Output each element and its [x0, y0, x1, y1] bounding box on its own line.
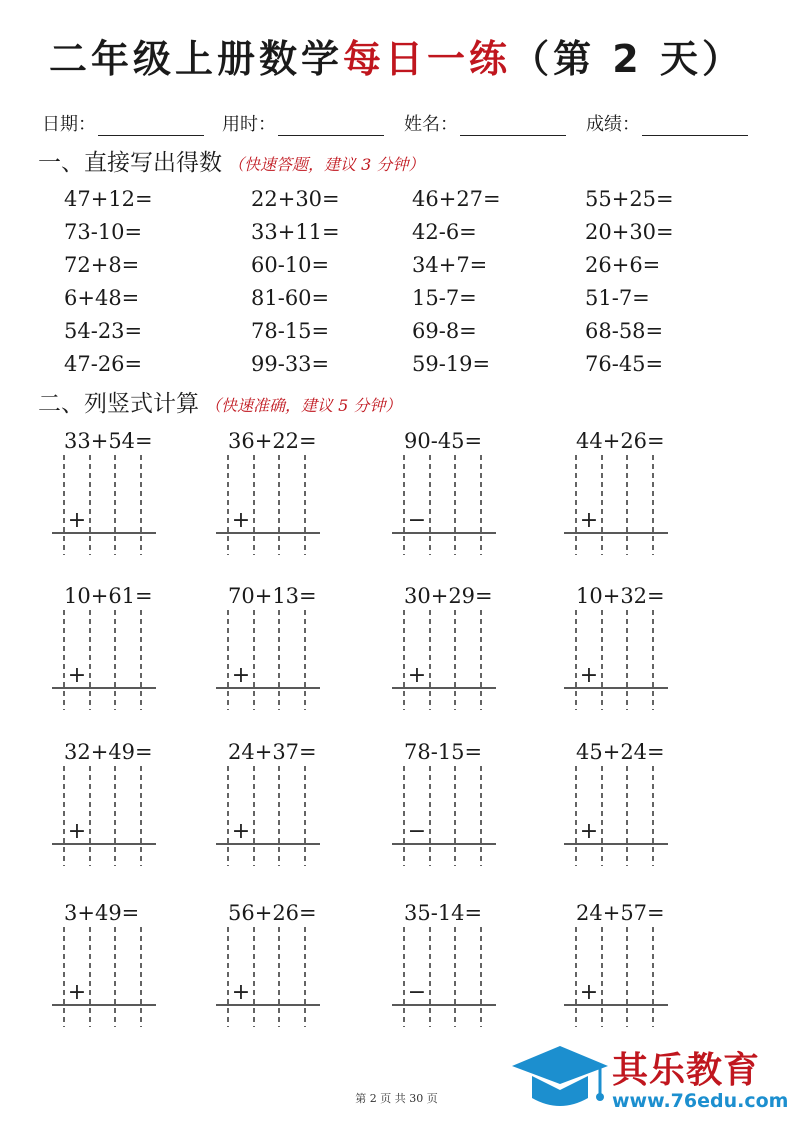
vertical-problem — [392, 586, 512, 686]
operator-sign: + — [579, 819, 599, 844]
vertical-problem-question: 56+26= — [228, 901, 317, 925]
answer-grid[interactable] — [392, 766, 512, 866]
vertical-problem-question: 45+24= — [576, 740, 665, 764]
oral-problem: 54-23= — [64, 319, 143, 343]
section1-heading — [38, 152, 424, 175]
oral-problem: 69-8= — [412, 319, 477, 343]
answer-grid[interactable] — [564, 455, 684, 555]
oral-problem: 73-10= — [64, 220, 143, 244]
name-blank[interactable] — [460, 117, 566, 136]
oral-problem: 22+30= — [251, 187, 340, 211]
answer-grid[interactable] — [52, 455, 172, 555]
date-label: 日期： — [42, 114, 96, 135]
answer-grid[interactable] — [392, 927, 512, 1027]
operator-sign: + — [231, 508, 251, 533]
vertical-problem — [216, 586, 336, 686]
name-label: 姓名： — [404, 114, 458, 135]
answer-grid[interactable] — [216, 927, 336, 1027]
answer-grid[interactable] — [216, 610, 336, 710]
oral-problem: 72+8= — [64, 253, 140, 277]
time-field[interactable] — [222, 110, 384, 136]
name-field[interactable] — [404, 110, 566, 136]
operator-sign: + — [231, 663, 251, 688]
vertical-problem — [216, 903, 336, 1003]
date-blank[interactable] — [98, 117, 204, 136]
operator-sign: + — [579, 508, 599, 533]
operator-sign: + — [231, 819, 251, 844]
logo — [508, 1040, 788, 1120]
oral-problem: 33+11= — [251, 220, 340, 244]
vertical-problem — [392, 431, 512, 531]
oral-problem: 68-58= — [585, 319, 664, 343]
answer-grid[interactable] — [392, 455, 512, 555]
vertical-problem-question: 70+13= — [228, 584, 317, 608]
operator-sign: − — [407, 980, 427, 1005]
oral-problem: 26+6= — [585, 253, 661, 277]
oral-problem: 6+48= — [64, 286, 140, 310]
vertical-problem — [216, 742, 336, 842]
vertical-problem — [52, 903, 172, 1003]
logo-url: www.76edu.com — [612, 1090, 789, 1112]
vertical-problem-question: 44+26= — [576, 429, 665, 453]
vertical-problem — [216, 431, 336, 531]
time-label: 用时： — [222, 114, 276, 135]
operator-sign: − — [407, 508, 427, 533]
vertical-problem — [392, 903, 512, 1003]
answer-grid[interactable] — [52, 766, 172, 866]
oral-problem: 60-10= — [251, 253, 330, 277]
section1-title: 一、直接写出得数 — [38, 150, 222, 176]
vertical-problem — [52, 431, 172, 531]
answer-grid[interactable] — [52, 927, 172, 1027]
page-title: 二年级上册数学每日一练（第 2 天） — [49, 37, 744, 81]
logo-name: 其乐教育 — [612, 1050, 761, 1091]
vertical-problem-question: 3+49= — [64, 901, 140, 925]
date-field[interactable] — [42, 110, 204, 136]
answer-grid[interactable] — [564, 610, 684, 710]
oral-problem: 42-6= — [412, 220, 477, 244]
vertical-problem-question: 30+29= — [404, 584, 493, 608]
operator-sign: + — [579, 663, 599, 688]
vertical-problem-question: 24+37= — [228, 740, 317, 764]
vertical-problem-question: 35-14= — [404, 901, 483, 925]
operator-sign: + — [231, 980, 251, 1005]
vertical-problem — [52, 586, 172, 686]
oral-problem: 47+12= — [64, 187, 153, 211]
vertical-problem-question: 36+22= — [228, 429, 317, 453]
operator-sign: − — [407, 819, 427, 844]
operator-sign: + — [67, 663, 87, 688]
section2-title: 二、列竖式计算 — [38, 391, 199, 417]
time-blank[interactable] — [278, 117, 384, 136]
oral-problem: 81-60= — [251, 286, 330, 310]
vertical-problem-question: 78-15= — [404, 740, 483, 764]
page-footer: 第 2 页 共 30 页 — [355, 1092, 438, 1105]
oral-problem: 46+27= — [412, 187, 501, 211]
score-field[interactable] — [586, 110, 748, 136]
vertical-problem — [564, 903, 684, 1003]
vertical-problem — [564, 586, 684, 686]
operator-sign: + — [407, 663, 427, 688]
vertical-problem — [564, 431, 684, 531]
oral-problem: 51-7= — [585, 286, 650, 310]
score-blank[interactable] — [642, 117, 748, 136]
oral-problem: 78-15= — [251, 319, 330, 343]
vertical-problem-question: 90-45= — [404, 429, 483, 453]
answer-grid[interactable] — [52, 610, 172, 710]
vertical-problem-question: 24+57= — [576, 901, 665, 925]
info-line — [42, 110, 762, 136]
oral-problem: 99-33= — [251, 352, 330, 376]
section1-hint: （快速答题，建议 3 分钟） — [228, 155, 425, 174]
section2-hint: （快速准确，建议 5 分钟） — [205, 396, 402, 415]
operator-sign: + — [67, 980, 87, 1005]
vertical-problem-question: 33+54= — [64, 429, 153, 453]
vertical-problem — [52, 742, 172, 842]
answer-grid[interactable] — [216, 766, 336, 866]
answer-grid[interactable] — [216, 455, 336, 555]
section2-heading — [38, 393, 401, 416]
oral-problem: 76-45= — [585, 352, 664, 376]
answer-grid[interactable] — [392, 610, 512, 710]
vertical-problem — [392, 742, 512, 842]
oral-problem: 15-7= — [412, 286, 477, 310]
answer-grid[interactable] — [564, 927, 684, 1027]
vertical-problem-question: 10+61= — [64, 584, 153, 608]
oral-problem: 55+25= — [585, 187, 674, 211]
operator-sign: + — [67, 819, 87, 844]
answer-grid[interactable] — [564, 766, 684, 866]
oral-problem: 59-19= — [412, 352, 491, 376]
operator-sign: + — [67, 508, 87, 533]
operator-sign: + — [579, 980, 599, 1005]
vertical-problem-question: 10+32= — [576, 584, 665, 608]
score-label: 成绩： — [586, 114, 640, 135]
vertical-problem-question: 32+49= — [64, 740, 153, 764]
oral-problem: 20+30= — [585, 220, 674, 244]
oral-problem: 34+7= — [412, 253, 488, 277]
vertical-problem — [564, 742, 684, 842]
oral-problem: 47-26= — [64, 352, 143, 376]
